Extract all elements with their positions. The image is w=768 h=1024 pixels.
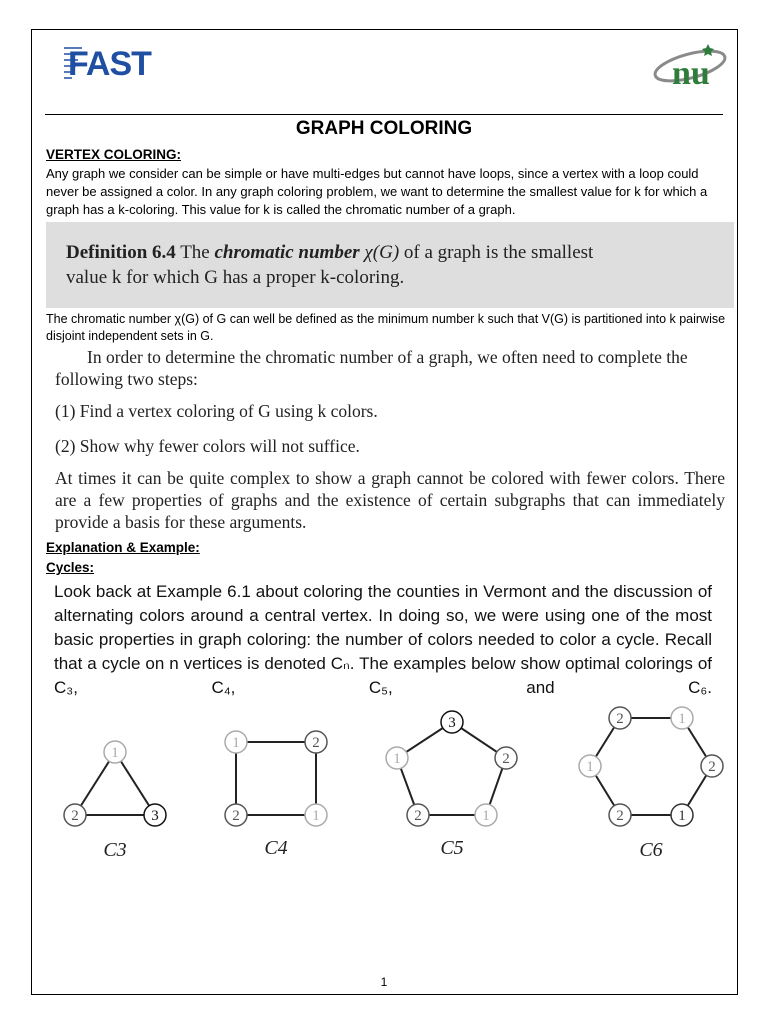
cycle-graphs-figure (40, 700, 740, 870)
svg-text:3: 3 (151, 808, 159, 824)
svg-text:1: 1 (312, 808, 320, 824)
c6-node-top-left (609, 707, 631, 729)
vertex-coloring-paragraph: Any graph we consider can be simple or have multi-edges but cannot have loops, since a vertex with a loop could never be assigned a color. In any graph coloring problem, we want to determine the smallest value for k for which a graph has a k-coloring. This value for k is called the chromatic number of a graph. (46, 166, 708, 217)
svg-text:1: 1 (678, 711, 686, 727)
c4-node-bottom-right (305, 804, 327, 826)
c5-node-right (495, 747, 517, 769)
svg-text:2: 2 (414, 808, 422, 824)
svg-text:1: 1 (586, 759, 594, 775)
c4-label: C4 (264, 837, 288, 859)
svg-text:2: 2 (71, 808, 79, 824)
svg-text:1: 1 (482, 808, 490, 824)
c4-node-bottom-left (225, 804, 247, 826)
chromatic-note: The chromatic number χ(G) of G can well be defined as the minimum number k such that V(G) is partitioned into k pairwise disjoint independent sets in G. (46, 312, 726, 343)
definition-symbol: χ(G) (364, 242, 400, 263)
fast-logo-text: FAST (68, 45, 151, 83)
svg-text:1: 1 (232, 735, 240, 751)
cycles-paragraph: Look back at Example 6.1 about coloring the counties in Vermont and the discussion of alternating colors around a central vertex. In doing so, we were using one of the most basic properties in graph coloring: the number of colors needed to color a cycle. Recall that a cycle on n vertices is denoted Cₙ. The examples below show optimal colorings of C₃, C₄, C₅, and C₆. (54, 582, 712, 697)
c3-label: C3 (103, 839, 127, 861)
step-1: (1) Find a vertex coloring of G using k colors. (55, 401, 378, 421)
definition-text-before: The (180, 242, 210, 263)
definition-box (46, 222, 734, 308)
svg-text:2: 2 (616, 711, 624, 727)
steps-intro: In order to determine the chromatic number of a graph, we often need to complete the following two steps: (55, 347, 688, 389)
svg-text:3: 3 (448, 715, 456, 731)
c3-node-3 (144, 804, 166, 826)
c6-node-bottom-right (671, 804, 693, 826)
step-2: (2) Show why fewer colors will not suffice. (55, 436, 360, 456)
page-number: 1 (380, 975, 388, 989)
page-title: GRAPH COLORING (295, 118, 473, 139)
c6-node-bottom-left (609, 804, 631, 826)
svg-text:2: 2 (312, 735, 320, 751)
c4-node-top-right (305, 731, 327, 753)
c5-node-left (386, 747, 408, 769)
svg-text:1: 1 (678, 808, 686, 824)
definition-text-after: of a graph is the smallest (403, 242, 594, 263)
nu-logo-text: nu (672, 55, 710, 92)
c6-node-right (701, 755, 723, 777)
fast-logo (62, 42, 151, 83)
header-rule (45, 114, 723, 115)
svg-text:2: 2 (616, 808, 624, 824)
vertex-coloring-heading: VERTEX COLORING: (46, 147, 182, 162)
c5-node-bottom-left (407, 804, 429, 826)
svg-text:1: 1 (111, 745, 119, 761)
c6-label: C6 (639, 839, 663, 861)
definition-line2: value k for which G has a proper k-coloring. (66, 267, 405, 288)
c5-label: C5 (440, 837, 464, 859)
c6-node-top-right (671, 707, 693, 729)
svg-text:1: 1 (393, 751, 401, 767)
c5-node-top (441, 711, 463, 733)
definition-text (66, 240, 736, 290)
explanation-heading: Explanation & Example: (46, 540, 200, 555)
svg-text:2: 2 (232, 808, 240, 824)
c3-node-1 (104, 741, 126, 763)
cycles-heading: Cycles: (46, 560, 95, 575)
c4-node-top-left (225, 731, 247, 753)
c3-node-2 (64, 804, 86, 826)
svg-text:2: 2 (502, 751, 510, 767)
c6-node-left (579, 755, 601, 777)
nu-logo (652, 40, 734, 92)
c5-node-bottom-right (475, 804, 497, 826)
definition-label: Definition 6.4 (66, 242, 176, 263)
svg-text:2: 2 (708, 759, 716, 775)
definition-term: chromatic number (214, 242, 360, 263)
steps-closing: At times it can be quite complex to show a graph cannot be colored with fewer colors. There are a few properties of graphs and the existence of certain subgraphs that can immediately provide a basis for these arguments. (55, 468, 725, 532)
